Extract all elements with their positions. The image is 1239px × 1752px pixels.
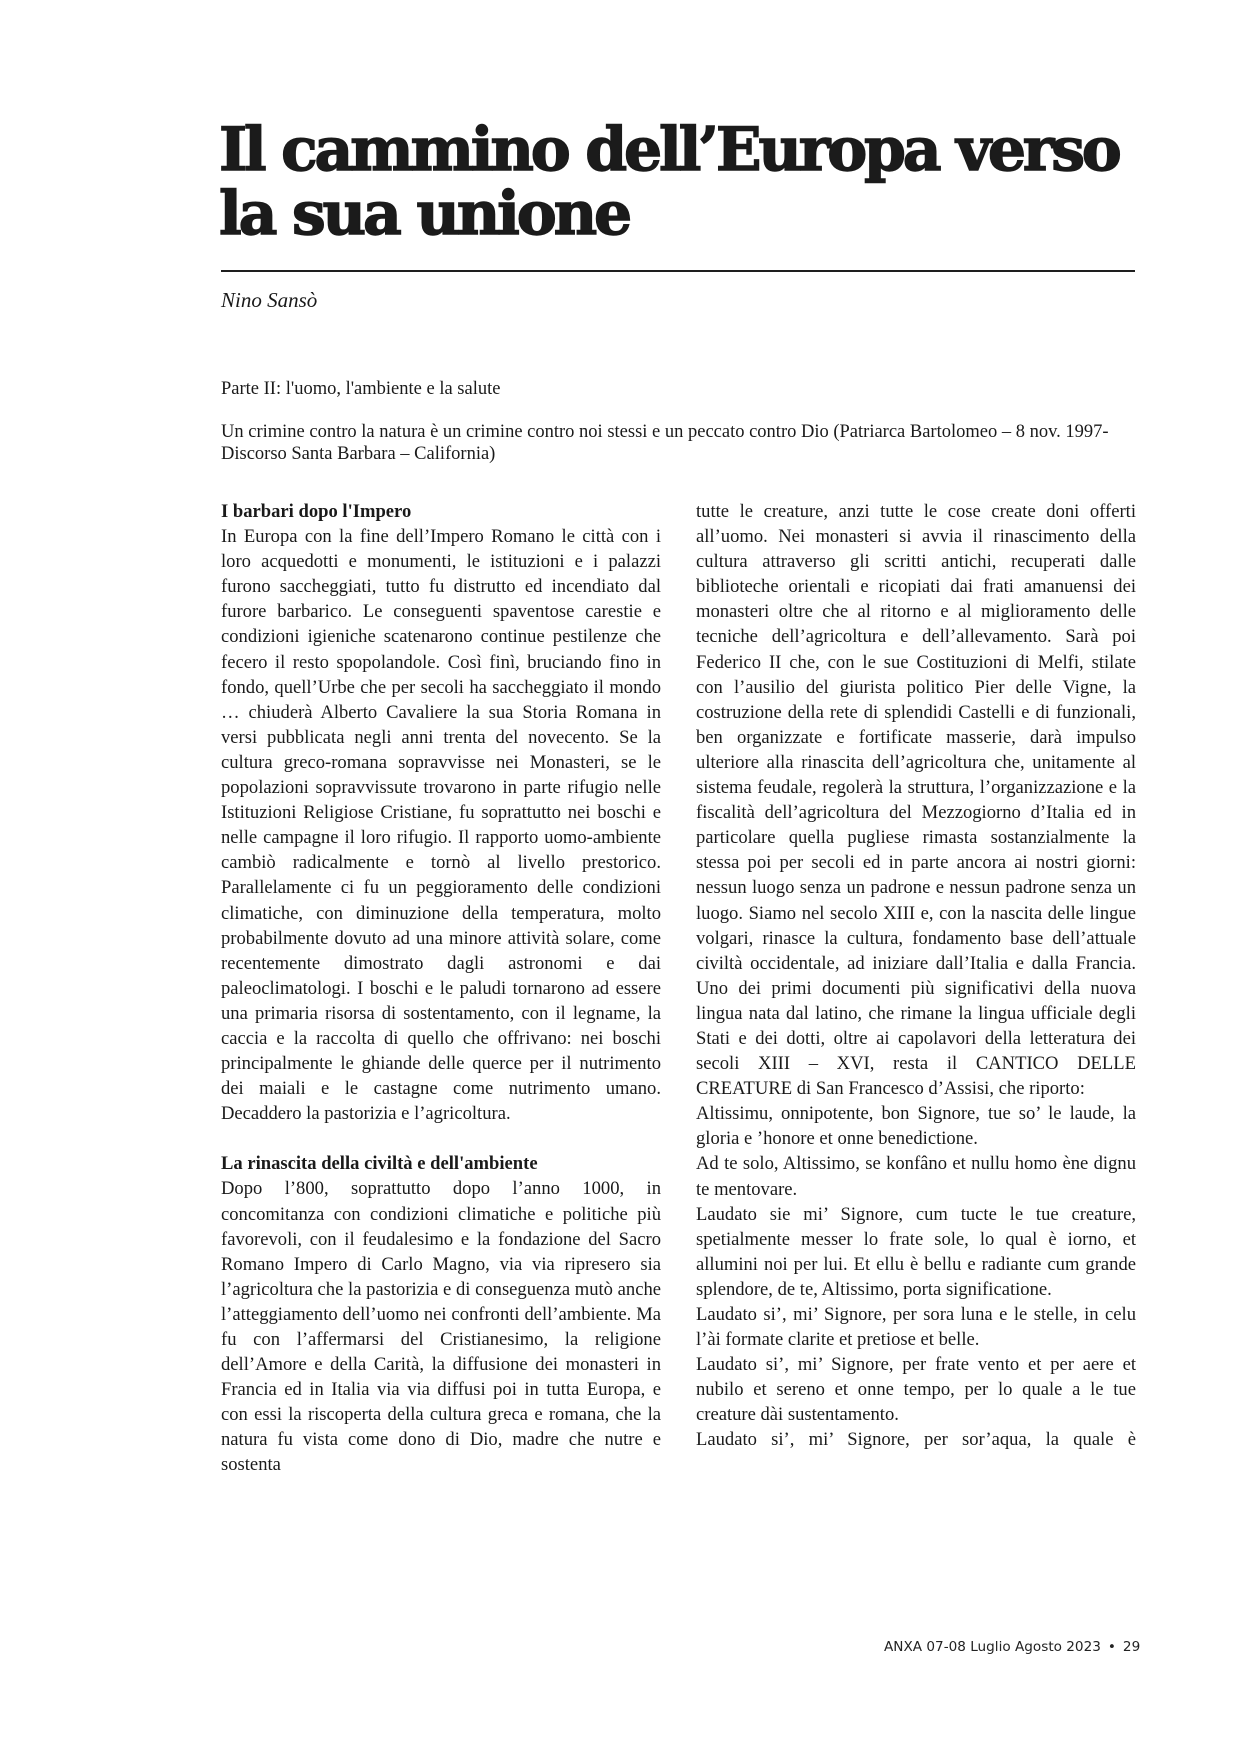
cantico-verse-1: Altissimu, onnipotente, bon Signore, tue so’ le laude, la gloria e ’honore et onne benedictione. — [696, 1103, 1136, 1150]
cantico-verse-5: Laudato si’, mi’ Signore, per frate vento et per aere et nubilo et sereno et onne tempo, per lo quale a le tue creature dài sustentamento. — [696, 1354, 1136, 1426]
page-footer — [884, 1638, 1140, 1656]
article-part-subtitle: Parte II: l'uomo, l'ambiente e la salute — [221, 379, 501, 399]
article-epigraph: Un crimine contro la natura è un crimine contro noi stessi e un peccato contro Dio (Patriarca Bartolomeo – 8 nov. 1997- Discorso Santa Barbara – California) — [221, 422, 1109, 464]
article-title: Il cammino dell’Europa verso la sua unione — [219, 115, 1119, 249]
section-spacer — [221, 1126, 661, 1151]
footer-publication: ANXA 07-08 Luglio Agosto 2023 — [884, 1639, 1101, 1655]
cantico-verse-3: Laudato sie mi’ Signore, cum tucte le tue creature, spetialmente messer lo frate sole, lo qual è iorno, et allumini noi per lui. Et ellu è bellu e radiante cum grande splendore, de te, Altissimo, porta significatione. — [696, 1203, 1136, 1300]
section-heading-rinascita: La rinascita della civiltà e dell'ambiente — [221, 1153, 538, 1175]
cantico-verse-2: Ad te solo, Altissimo, se konfâno et nullu homo ène dignu te mentovare. — [696, 1153, 1136, 1200]
left-column — [221, 499, 661, 1478]
section-body-rinascita-part1: Dopo l’800, soprattutto dopo l’anno 1000, in concomitanza con condizioni climatiche e politiche più favorevoli, con il feudalesimo e la fondazione del Sacro Romano Impero di Carlo Magno, via via ripresero sia l’agricoltura che la pastorizia e di conseguenza mutò anche l’atteggiamento dell’uomo nei confronti dell’ambiente. Ma fu con l’affermarsi del Cristianesimo, la religione dell’Amore e della Carità, la diffusione dei monasteri in Francia ed in Italia via via diffusi poi in tutta Europa, e con essi la riscoperta della cultura greca e romana, che la natura fu vista come dono di Dio, madre che nutre e sostenta — [221, 1178, 661, 1476]
article-author: Nino Sansò — [221, 288, 318, 312]
section-body-barbari: In Europa con la fine dell’Impero Romano le città con i loro acquedotti e monumenti, le istituzioni e i palazzi furono saccheggiati, tutto fu distrutto ed incendiato dal furore barbarico. Le conseguenti spaventose carestie e condizioni igieniche scatenarono continue pestilenze che fecero il resto spopolandole. Così finì, bruciando fino in fondo, quell’Urbe che per secoli ha saccheggiato il mondo … chiuderà Alberto Cavaliere la sua Storia Romana in versi pubblicata negli anni trenta del novecento. Se la cultura greco-romana sopravvisse nei Monasteri, se le popolazioni sopravvissute trovarono in parte rifugio nelle Istituzioni Religiose Cristiane, fu soprattutto nei boschi e nelle campagne il loro rifugio. Il rapporto uomo-ambiente cambiò radicalmente e tornò al livello prestorico. Parallelamente ci fu un peggioramento delle condizioni climatiche, con diminuzione della temperatura, molto probabilmente dovuto ad una minore attività solare, come recentemente dimostrato dagli astronomi e dai paleoclimatologi. I boschi e le paludi tornarono ad essere una primaria risorsa di sostentamento, con il legname, la caccia e la raccolta di quello che offrivano: nei boschi principalmente le ghiande delle querce per il nutrimento dei maiali e le castagne come nutrimento umano. Decaddero la pastorizia e l’agricoltura. — [221, 526, 661, 1125]
page-number: 29 — [1122, 1639, 1141, 1655]
cantico-verse-6: Laudato si’, mi’ Signore, per sor’aqua, la quale è — [696, 1429, 1136, 1451]
footer-bullet-separator: • — [1107, 1639, 1116, 1655]
title-divider — [221, 270, 1135, 272]
section-heading-barbari: I barbari dopo l'Impero — [221, 501, 412, 522]
cantico-verse-4: Laudato si’, mi’ Signore, per sora luna e le stelle, in celu l’ài formate clarite et pretiose et belle. — [696, 1304, 1136, 1351]
section-body-rinascita-part2: tutte le creature, anzi tutte le cose create doni offerti all’uomo. Nei monasteri si avvia il rinascimento della cultura attraverso gli scritti antichi, recuperati dalle biblioteche orientali e ricopiati dai frati amanuensi dei monasteri oltre che al ritorno e al miglioramento delle tecniche dell’agricoltura e dell’allevamento. Sarà poi Federico II che, con le sue Costituzioni di Melfi, stilate con l’ausilio del giurista politico Pier delle Vigne, la costruzione della rete di splendidi Castelli e di funzionali, ben organizzate e fortificate masserie, darà impulso ulteriore alla rinascita dell’agricoltura che, unitamente al sistema feudale, regolerà la struttura, l’organizzazione e la fiscalità dell’agricoltura del Mezzogiorno d’Italia ed in particolare quella pugliese rimasta sostanzialmente la stessa poi per secoli ed in parte ancora ai nostri giorni: nessun luogo senza un padrone e nessun padrone senza un luogo. Siamo nel secolo XIII e, con la nascita delle lingue volgari, rinasce la cultura, fondamento base dell’attuale civiltà occidentale, ad iniziare dall’Italia e dalla Francia. Uno dei primi documenti più significativi della nuova lingua nata dal latino, che rimane la lingua ufficiale degli Stati e dei dotti, oltre ai capolavori della letteratura dei secoli XIII – XVI, resta il CANTICO DELLE CREATURE di San Francesco d’Assisi, che riporto: — [696, 501, 1136, 1100]
right-column — [696, 499, 1136, 1453]
